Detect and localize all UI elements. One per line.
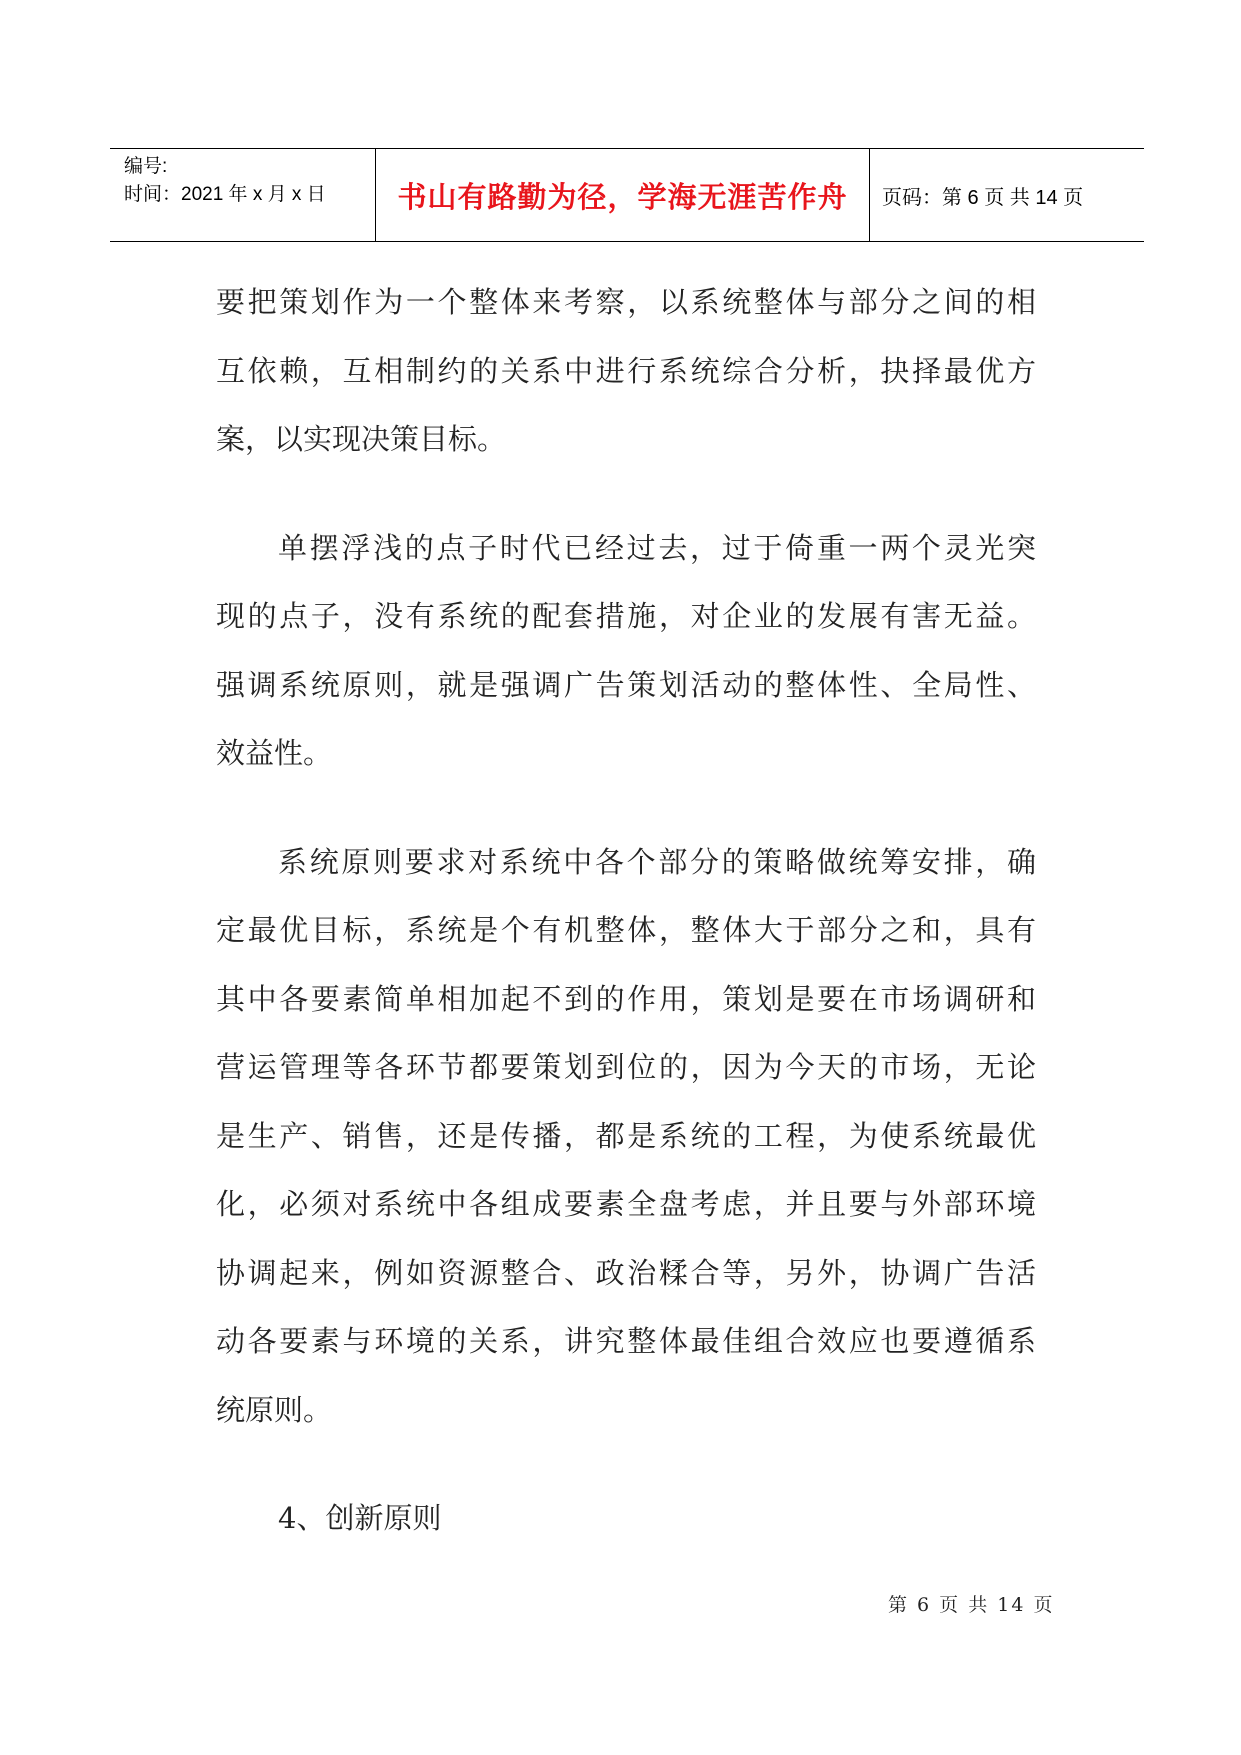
text-line: 要把策划作为一个整体来考察，以系统整体与部分之间的相 <box>216 285 1036 319</box>
text-line: 效益性。 <box>216 736 333 770</box>
page-footer: 第 6 页 共 14 页 <box>888 1594 1055 1616</box>
section-heading-innovation <box>216 1484 1036 1553</box>
text-line: 是生产、销售，还是传播，都是系统的工程，为使系统最优 <box>216 1118 1036 1153</box>
text-line: 化，必须对系统中各组成要素全盘考虑，并且要与外部环境 <box>216 1187 1036 1221</box>
text-line: 单摆浮浅的点子时代已经过去，过于倚重一两个灵光突 <box>278 530 1036 565</box>
header-page-info: 页码：第 6 页 共 14 页 <box>882 186 1084 209</box>
paragraph-3 <box>216 828 1036 1445</box>
text-line: 系统原则要求对系统中各个部分的策略做统筹安排，确 <box>278 844 1036 879</box>
text-line: 营运管理等各环节都要策划到位的，因为今天的市场，无论 <box>216 1050 1036 1084</box>
text-line: 动各要素与环境的关系，讲究整体最佳组合效应也要遵循系 <box>216 1324 1036 1358</box>
text-line: 其中各要素简单相加起不到的作用，策划是要在市场调研和 <box>216 981 1036 1016</box>
document-body <box>216 268 1036 1593</box>
paragraph-1 <box>216 268 1036 474</box>
header-meta <box>110 149 376 241</box>
text-line: 互依赖，互相制约的关系中进行系统综合分析，抉择最优方 <box>216 353 1036 388</box>
text-line: 协调起来，例如资源整合、政治糅合等，另外，协调广告活 <box>216 1255 1036 1290</box>
document-number-label: 编号: <box>124 156 168 177</box>
page-header <box>110 148 1144 242</box>
text-line: 定最优目标，系统是个有机整体，整体大于部分之和，具有 <box>216 913 1036 947</box>
text-line: 统原则。 <box>216 1392 333 1427</box>
header-motto: 书山有路勤为径，学海无涯苦作舟 <box>376 149 870 241</box>
text-line: 强调系统原则，就是强调广告策划活动的整体性、全局性、 <box>216 667 1036 702</box>
document-time-label: 时间：2021 年 x 月 x 日 <box>124 184 326 205</box>
text-line: 4、创新原则 <box>278 1501 442 1535</box>
text-line: 案，以实现决策目标。 <box>216 422 507 456</box>
paragraph-2 <box>216 514 1036 788</box>
text-line: 现的点子，没有系统的配套措施，对企业的发展有害无益。 <box>216 599 1036 633</box>
